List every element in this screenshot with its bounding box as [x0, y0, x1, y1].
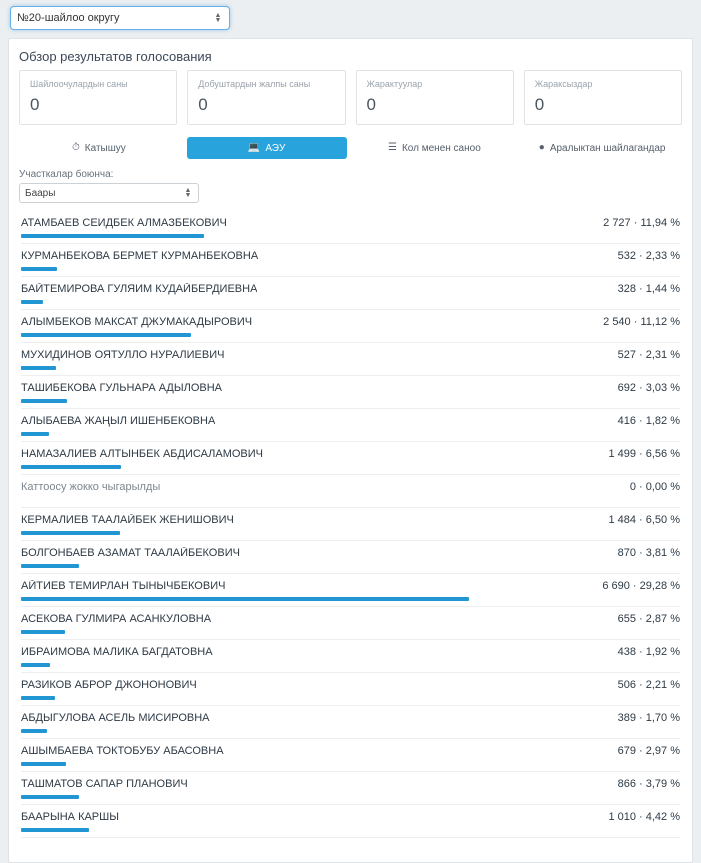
result-bar-track [21, 399, 680, 403]
result-bar-fill [21, 399, 67, 403]
candidate-row-line [21, 250, 680, 262]
candidate-row[interactable] [9, 706, 692, 739]
candidate-row-line [21, 580, 680, 592]
row-separator [21, 837, 680, 838]
candidate-row[interactable] [9, 574, 692, 607]
candidate-result: 6 690 · 29,28 % [602, 580, 680, 592]
candidate-name: АЙТИЕВ ТЕМИРЛАН ТЫНЫЧБЕКОВИЧ [21, 580, 226, 592]
circle-icon: ● [538, 142, 545, 153]
candidate-result: 527 · 2,31 % [617, 349, 680, 361]
result-bar-track [21, 630, 680, 634]
precinct-filter-value: Баары [25, 187, 56, 199]
candidate-result: 870 · 3,81 % [617, 547, 680, 559]
candidate-row[interactable] [9, 409, 692, 442]
candidate-list [9, 211, 692, 844]
candidate-row[interactable] [9, 508, 692, 541]
okrug-select-wrapper [0, 0, 701, 34]
candidate-result: 1 010 · 4,42 % [608, 811, 680, 823]
tab-remote-voters[interactable] [522, 137, 682, 159]
monitor-icon: 💻 [247, 142, 261, 153]
candidate-row-line [21, 514, 680, 526]
candidate-row-line [21, 646, 680, 658]
stat-label: Жараксыздар [534, 79, 593, 89]
result-bar-fill [21, 234, 204, 238]
okrug-select[interactable] [10, 6, 230, 30]
candidate-result: 1 484 · 6,50 % [608, 514, 680, 526]
list-icon: ☰ [387, 142, 397, 153]
candidate-row-line [21, 778, 680, 790]
precinct-filter-select[interactable] [19, 183, 199, 203]
candidate-name: АСЕКОВА ГУЛМИРА АСАНКУЛОВНА [21, 613, 212, 625]
okrug-select-value: №20-шайлоо округу [17, 12, 120, 24]
result-bar-track [21, 267, 680, 271]
result-bar-track [21, 795, 680, 799]
result-bar-fill [21, 597, 469, 601]
stat-label: Шайлоочулардын саны [30, 79, 128, 89]
candidate-row[interactable] [9, 376, 692, 409]
tab-label: Кол менен саноо [401, 142, 481, 154]
tab-bar [9, 131, 692, 167]
candidate-name: МУХИДИНОВ ОЯТУЛЛО НУРАЛИЕВИЧ [21, 349, 225, 361]
candidate-name: АТАМБАЕВ СЕИДБЕК АЛМАЗБЕКОВИЧ [21, 217, 227, 229]
candidate-result: 506 · 2,21 % [617, 679, 680, 691]
result-bar-track [21, 432, 680, 436]
candidate-result: 692 · 3,03 % [617, 382, 680, 394]
result-bar-fill [21, 630, 65, 634]
candidate-result: 866 · 3,79 % [617, 778, 680, 790]
tab-label: АЭУ [265, 142, 286, 154]
candidate-name: АЛЫМБЕКОВ МАКСАТ ДЖУМАКАДЫРОВИЧ [21, 316, 253, 328]
result-bar-track [21, 597, 680, 601]
stat-value: 0 [366, 95, 376, 114]
result-bar-track [21, 564, 680, 568]
candidate-result: 0 · 0,00 % [629, 481, 680, 493]
candidate-row[interactable] [9, 211, 692, 244]
candidate-row[interactable] [9, 607, 692, 640]
result-bar-track [21, 465, 680, 469]
candidate-name: НАМАЗАЛИЕВ АЛТЫНБЕК АБДИСАЛАМОВИЧ [21, 448, 263, 460]
result-bar-track [21, 696, 680, 700]
result-bar-fill [21, 663, 50, 667]
candidate-result: 2 540 · 11,12 % [603, 316, 680, 328]
result-bar-track [21, 531, 680, 535]
stat-value: 0 [534, 95, 545, 114]
result-bar-track [21, 498, 680, 502]
result-bar-fill [21, 366, 56, 370]
spinner-icon[interactable]: ▲ ▼ [184, 187, 192, 199]
candidate-name: КЕРМАЛИЕВ ТААЛАЙБЕК ЖЕНИШОВИЧ [21, 514, 234, 526]
clock-icon: ⏱ [71, 142, 80, 153]
result-bar-fill [21, 267, 57, 271]
candidate-name: БАЙТЕМИРОВА ГУЛЯИМ КУДАЙБЕРДИЕВНА [21, 283, 258, 295]
stat-value: 0 [198, 95, 208, 114]
result-bar-track [21, 234, 680, 238]
candidate-row-line [21, 448, 680, 460]
stat-valid [356, 70, 514, 125]
candidate-row-line [21, 382, 680, 394]
result-bar-fill [21, 795, 79, 799]
tab-turnout[interactable] [19, 137, 179, 159]
candidate-result: 416 · 1,82 % [617, 415, 680, 427]
candidate-row-line [21, 547, 680, 559]
candidate-row[interactable] [9, 640, 692, 673]
tab-aeu[interactable] [187, 137, 347, 159]
candidate-row[interactable] [9, 673, 692, 706]
candidate-row-line [21, 811, 680, 823]
tab-manual-count[interactable] [355, 137, 515, 159]
candidate-row[interactable] [9, 475, 692, 508]
stat-value: 0 [30, 95, 40, 114]
candidate-row-line [21, 613, 680, 625]
candidate-row-line [21, 712, 680, 724]
stat-invalid [524, 70, 682, 125]
candidate-result: 2 727 · 11,94 % [603, 217, 680, 229]
result-bar-track [21, 762, 680, 766]
candidate-result: 389 · 1,70 % [617, 712, 680, 724]
candidate-name: АЛЫБАЕВА ЖАҢЫЛ ИШЕНБЕКОВНА [21, 415, 216, 427]
candidate-result: 532 · 2,33 % [617, 250, 680, 262]
card-footer [9, 844, 692, 862]
candidate-row[interactable] [9, 277, 692, 310]
candidate-row[interactable] [9, 805, 692, 838]
result-bar-fill [21, 333, 191, 337]
candidate-row-line [21, 679, 680, 691]
stat-total-votes [187, 70, 345, 125]
result-bar-fill [21, 696, 55, 700]
candidate-result: 655 · 2,87 % [617, 613, 680, 625]
candidate-row-line [21, 316, 680, 328]
result-bar-fill [21, 300, 43, 304]
candidate-row-line [21, 217, 680, 229]
candidate-result: 1 499 · 6,56 % [608, 448, 680, 460]
result-bar-track [21, 366, 680, 370]
candidate-row[interactable] [9, 244, 692, 277]
page-title: Обзор результатов голосования [19, 49, 212, 64]
candidate-row[interactable] [9, 310, 692, 343]
candidate-name: АШЫМБАЕВА ТОКТОБУБУ АБАСОВНА [21, 745, 224, 757]
candidate-row-line [21, 283, 680, 295]
precinct-section-label: Участкалар боюнча: [19, 169, 114, 180]
result-bar-track [21, 828, 680, 832]
stats-row [9, 70, 692, 131]
result-bar-fill [21, 465, 121, 469]
results-card [8, 38, 693, 863]
candidate-name: ТАШИБЕКОВА ГУЛЬНАРА АДЫЛОВНА [21, 382, 223, 394]
candidate-row[interactable] [9, 772, 692, 805]
result-bar-fill [21, 432, 49, 436]
candidate-row[interactable] [9, 343, 692, 376]
result-bar-track [21, 300, 680, 304]
stat-voters [19, 70, 177, 125]
result-bar-track [21, 729, 680, 733]
candidate-row-line [21, 349, 680, 361]
spinner-icon[interactable]: ▲ ▼ [214, 12, 222, 24]
candidate-result: 328 · 1,44 % [617, 283, 680, 295]
candidate-name: БОЛГОНБАЕВ АЗАМАТ ТААЛАЙБЕКОВИЧ [21, 547, 240, 559]
result-bar-fill [21, 762, 66, 766]
candidate-result: 679 · 2,97 % [617, 745, 680, 757]
tab-label: Катышуу [84, 142, 126, 154]
candidate-name: ТАШМАТОВ САПАР ПЛАНОВИЧ [21, 778, 188, 790]
candidate-row[interactable] [9, 442, 692, 475]
candidate-row[interactable] [9, 739, 692, 772]
candidate-name: ИБРАИМОВА МАЛИКА БАГДАТОВНА [21, 646, 213, 658]
candidate-row-line [21, 415, 680, 427]
candidate-row-line [21, 481, 680, 493]
precinct-filter-wrapper [9, 183, 692, 211]
stat-label: Жарактуулар [366, 79, 423, 89]
result-bar-fill [21, 564, 79, 568]
candidate-result: 438 · 1,92 % [617, 646, 680, 658]
candidate-row[interactable] [9, 541, 692, 574]
result-bar-fill [21, 828, 89, 832]
result-bar-fill [21, 729, 47, 733]
candidate-name: БААРЫНА КАРШЫ [21, 811, 119, 823]
candidate-name: КУРМАНБЕКОВА БЕРМЕТ КУРМАНБЕКОВНА [21, 250, 259, 262]
result-bar-track [21, 333, 680, 337]
candidate-row-line [21, 745, 680, 757]
result-bar-fill [21, 531, 120, 535]
result-bar-track [21, 663, 680, 667]
tab-label: Аралыктан шайлагандар [549, 142, 666, 154]
candidate-name: РАЗИКОВ АБРОР ДЖОНОНОВИЧ [21, 679, 197, 691]
stat-label: Добуштардын жалпы саны [198, 79, 311, 89]
candidate-name: Каттоосу жокко чыгарылды [21, 481, 161, 493]
candidate-name: АБДЫГУЛОВА АСЕЛЬ МИСИРОВНА [21, 712, 210, 724]
